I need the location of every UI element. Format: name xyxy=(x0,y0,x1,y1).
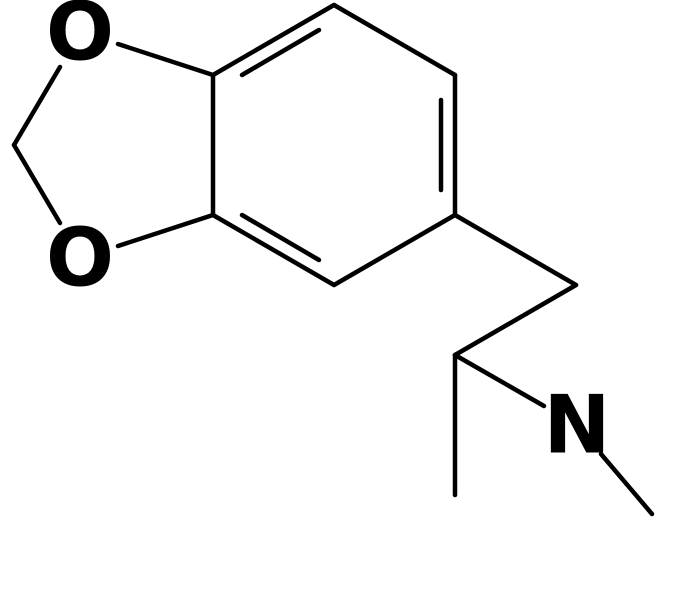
bond-o-top-to-methylene-bridge xyxy=(14,67,60,145)
bond-benzene-lower-left-edge xyxy=(213,215,334,285)
atom-label-oxygen-top: O xyxy=(45,0,115,79)
bond-benzene-lower-right-edge xyxy=(334,215,455,285)
bond-o-top-to-ring xyxy=(118,44,213,75)
bond-ring-to-benzylic-carbon xyxy=(455,215,576,285)
bond-benzene-upper-left-edge xyxy=(213,5,334,75)
bond-alpha-carbon-to-nitrogen xyxy=(455,355,544,406)
bond-benzylic-to-alpha-carbon xyxy=(455,285,576,355)
bond-o-bottom-to-ring xyxy=(118,215,213,246)
bond-benzene-upper-right-edge xyxy=(334,5,455,75)
atom-label-oxygen-bottom: O xyxy=(45,211,115,305)
atom-label-nitrogen: N xyxy=(543,378,611,472)
